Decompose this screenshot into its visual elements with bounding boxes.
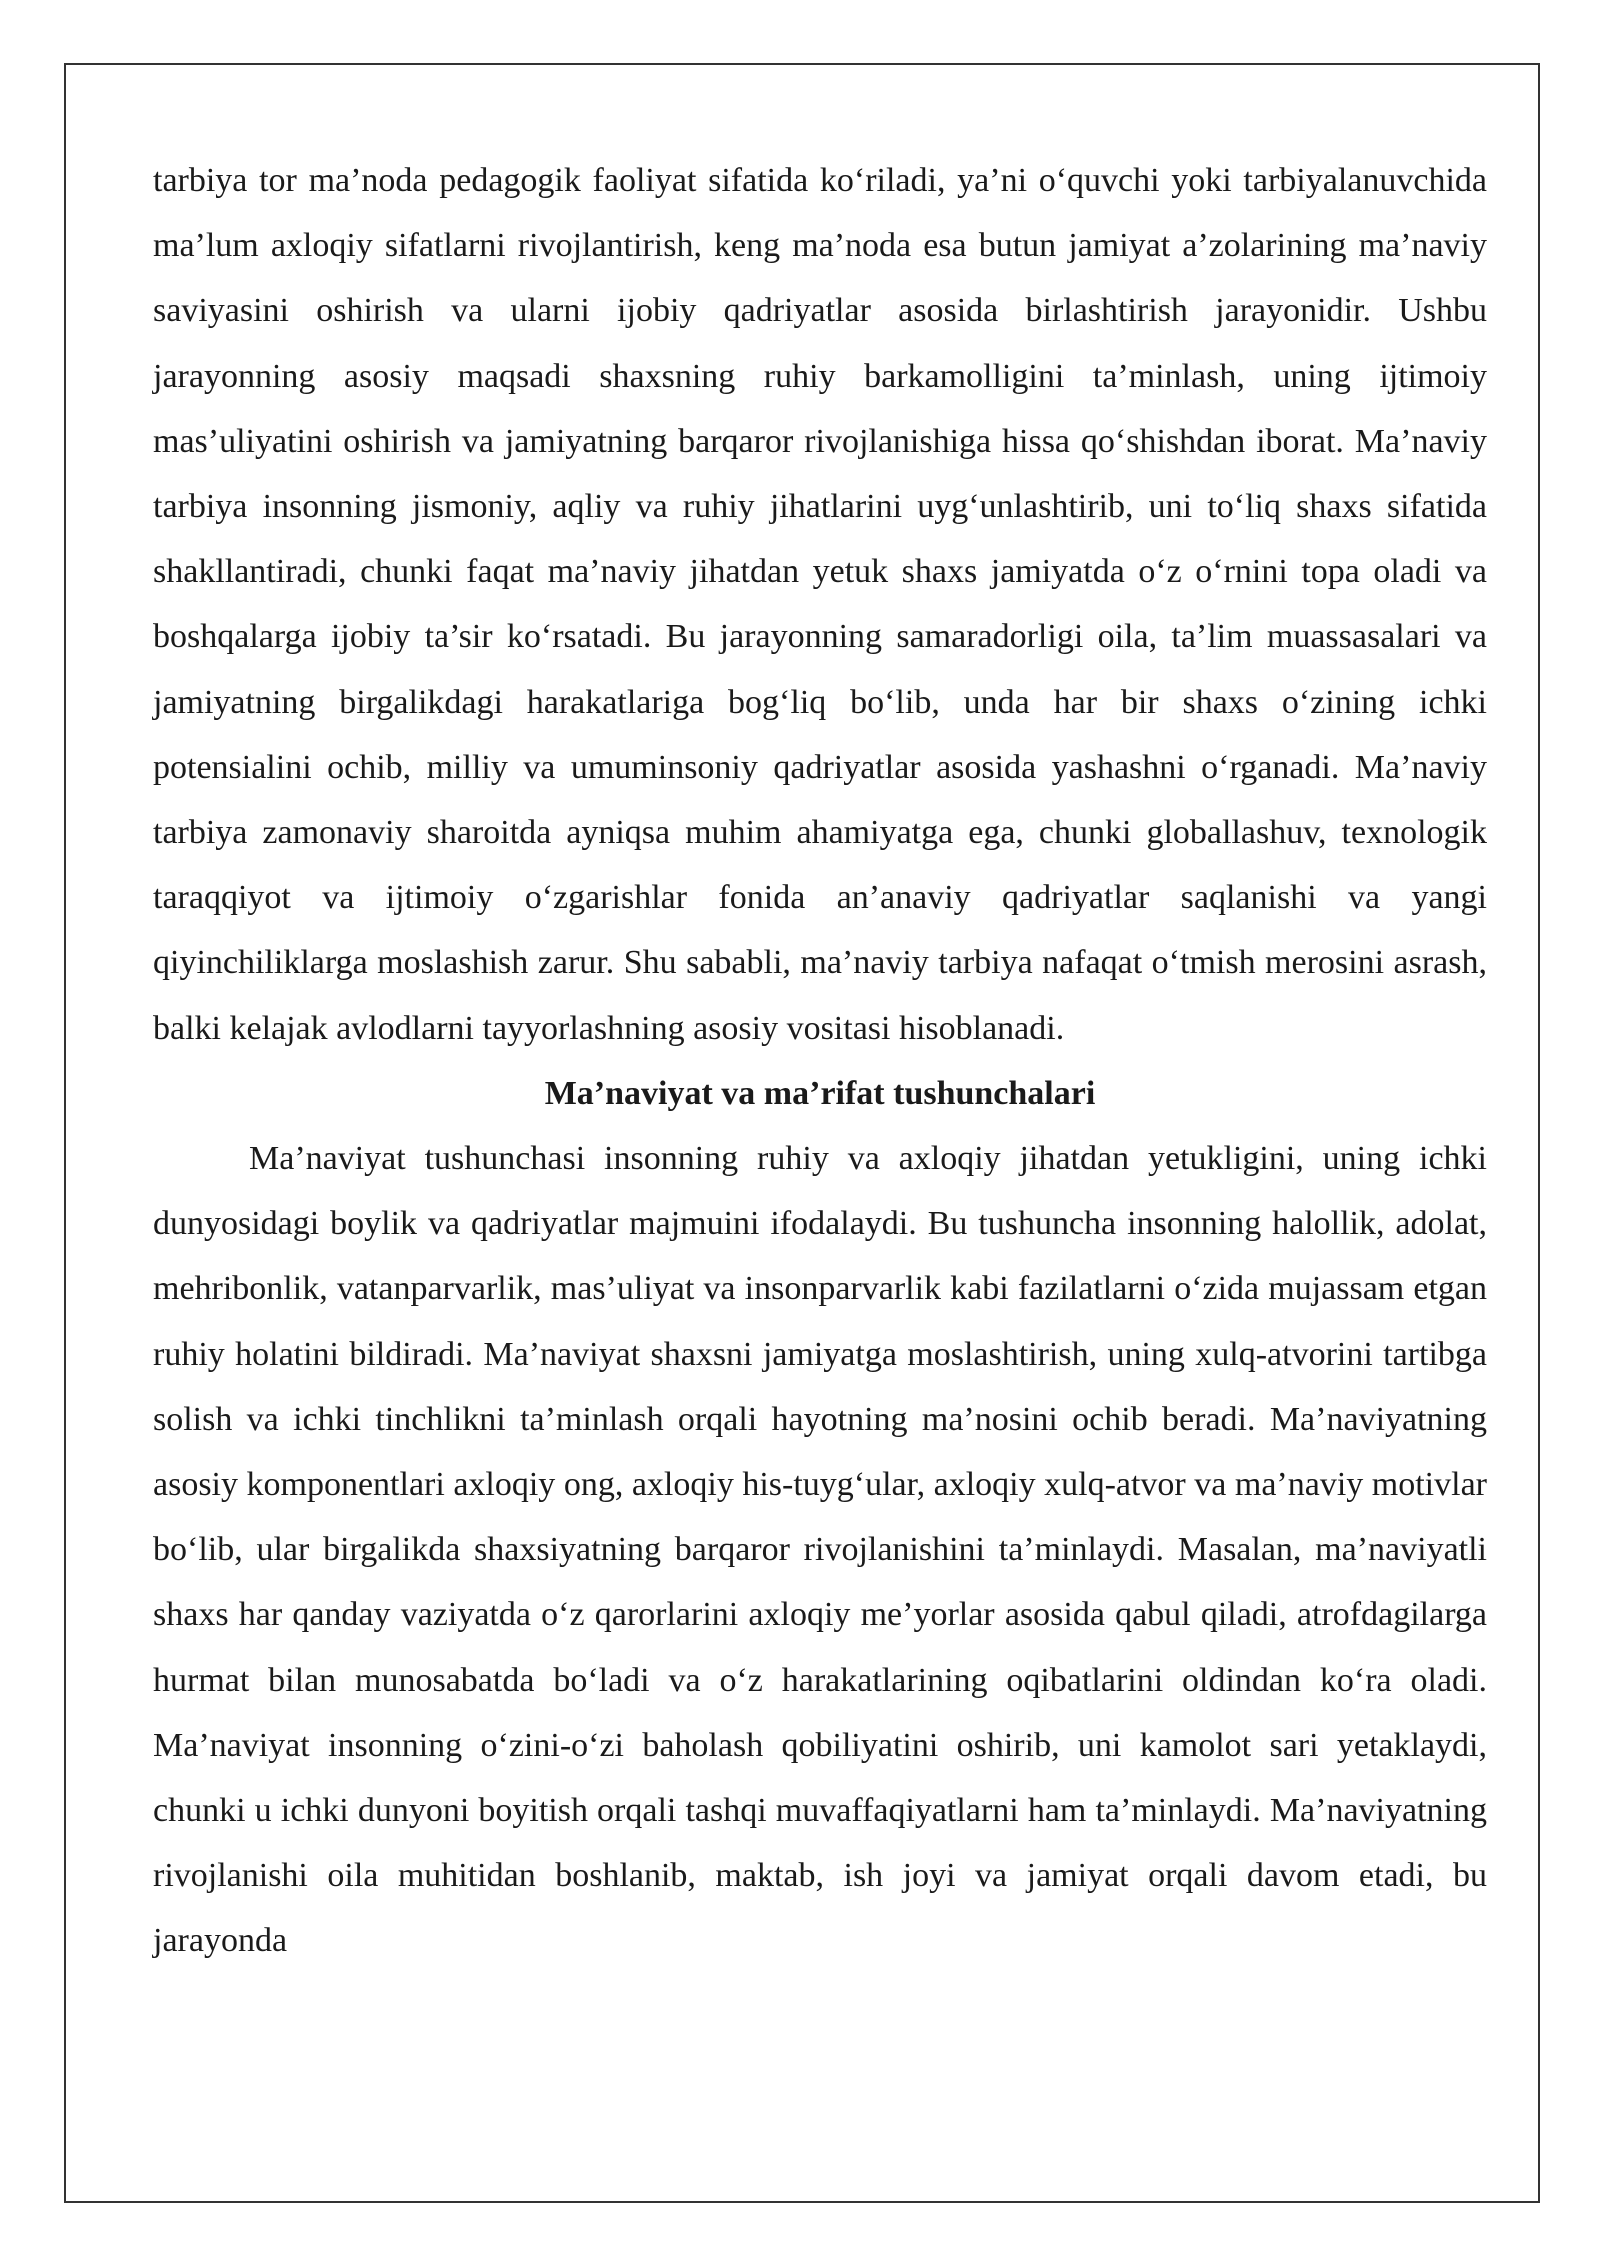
paragraph-spirituality: Ma’naviyat tushunchasi insonning ruhiy va axloqiy jihatdan yetukligini, uning ichki dunyosidagi boylik va qadriyatlar majmuini ifodalaydi. Bu tushuncha insonning halollik, adolat, mehribonlik, vatanparvarlik, mas’uliyat va insonparvarlik kabi fazilatlarni o‘zida mujassam etgan ruhiy holatini bildiradi. Ma’naviyat shaxsni jamiyatga moslashtirish, uning xulq-atvorini tartibga solish va ichki tinchlikni ta’minlash orqali hayotning ma’nosini ochib beradi. Ma’naviyatning asosiy komponentlari axloqiy ong, axloqiy his-tuyg‘ular, axloqiy xulq-atvor va ma’naviy motivlar bo‘lib, ular birgalikda shaxsiyatning barqaror rivojlanishini ta’minlaydi. Masalan, ma’naviyatli shaxs har qanday vaziyatda o‘z qarorlarini axloqiy me’yorlar asosida qabul qiladi, atrofdagilarga hurmat bilan munosabatda bo‘ladi va o‘z harakatlarining oqibatlarini oldindan ko‘ra oladi. Ma’naviyat insonning o‘zini-o‘zi baholash qobiliyatini oshirib, uni kamolot sari yetaklaydi, chunki u ichki dunyoni boyitish orqali tashqi muvaffaqiyatlarni ham ta’minlaydi. Ma’naviyatning rivojlanishi oila muhitidan boshlanib, maktab, ish joyi va jamiyat orqali davom etadi, bu jarayonda [153, 1140, 1487, 1960]
paragraph-continued: tarbiya tor ma’noda pedagogik faoliyat sifatida ko‘riladi, ya’ni o‘quvchi yoki tarbiyalanuvchida ma’lum axloqiy sifatlarni rivojlantirish, keng ma’noda esa butun jamiyat a’zolarining ma’naviy saviyasini oshirish va ularni ijobiy qadriyatlar asosida birlashtirish jarayonidir. Ushbu jarayonning asosiy maqsadi shaxsning ruhiy barkamolligini ta’minlash, uning ijtimoiy mas’uliyatini oshirish va jamiyatning barqaror rivojlanishiga hissa qo‘shishdan iborat. Ma’naviy tarbiya insonning jismoniy, aqliy va ruhiy jihatlarini uyg‘unlashtirib, uni to‘liq shaxs sifatida shakllantiradi, chunki faqat ma’naviy jihatdan yetuk shaxs jamiyatda o‘z o‘rnini topa oladi va boshqalarga ijobiy ta’sir ko‘rsatadi. Bu jarayonning samaradorligi oila, ta’lim muassasalari va jamiyatning birgalikdagi harakatlariga bog‘liq bo‘lib, unda har bir shaxs o‘zining ichki potensialini ochib, milliy va umuminsoniy qadriyatlar asosida yashashni o‘rganadi. Ma’naviy tarbiya zamonaviy sharoitda ayniqsa muhim ahamiyatga ega, chunki globallashuv, texnologik taraqqiyot va ijtimoiy o‘zgarishlar fonida an’anaviy qadriyatlar saqlanishi va yangi qiyinchiliklarga moslashish zarur. Shu sababli, ma’naviy tarbiya nafaqat o‘tmish merosini asrash, balki kelajak avlodlarni tayyorlashning asosiy vositasi hisoblanadi. [153, 162, 1487, 1047]
document-body [153, 148, 1487, 1974]
section-heading: Ma’naviyat va ma’rifat tushunchalari [544, 1074, 1096, 1112]
